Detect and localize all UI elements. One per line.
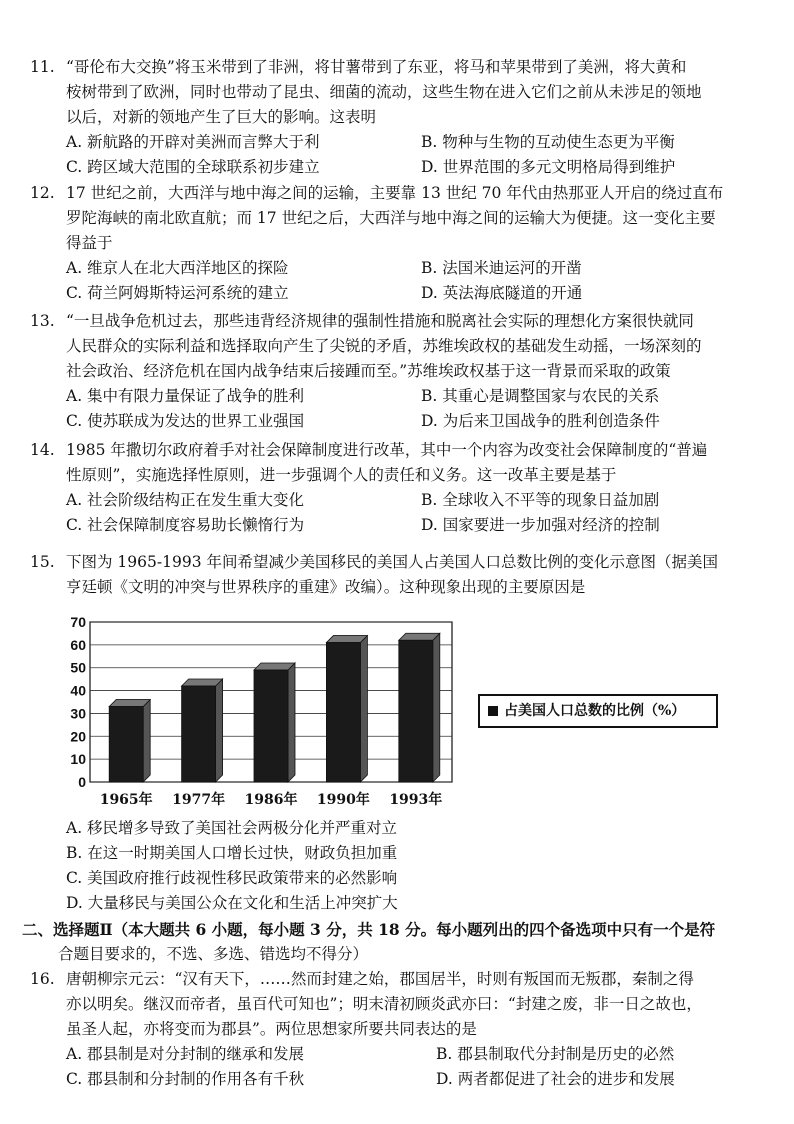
y-tick-label: 50 — [70, 659, 86, 676]
option-c[interactable]: C. 跨区域大范围的全球联系初步建立 — [66, 158, 320, 176]
bar-side — [433, 633, 440, 782]
section-2-header — [22, 917, 782, 967]
question-number: 12. — [30, 184, 55, 202]
legend-label: 占美国人口总数的比例（%） — [504, 703, 686, 719]
option-c[interactable]: C. 社会保障制度容易助长懒惰行为 — [66, 516, 305, 534]
question-text-line: 社会政治、经济危机在国内战争结束后接踵而至。”苏维埃政权基于这一背景而采取的政策 — [66, 362, 671, 380]
question-text-line: 桉树带到了欧洲，同时也带动了昆虫、细菌的流动，这些生物在进入它们之前从未涉足的领地 — [66, 83, 702, 101]
option-d[interactable]: D. 国家要进一步加强对经济的控制 — [421, 516, 660, 534]
x-tick-label: 1965年 — [99, 792, 153, 808]
bar — [399, 640, 433, 782]
section-heading-line: 合题目要求的，不选、多选、错选均不得分） — [58, 945, 369, 963]
question-text-line: 罗陀海峡的南北欧直航；而 17 世纪之后，大西洋与地中海之间的运输大为便捷。这一变化主要 — [66, 209, 716, 227]
y-tick-label: 20 — [70, 728, 86, 745]
bar-top — [109, 700, 150, 707]
bar — [109, 707, 143, 782]
option-a[interactable]: A. 集中有限力量保证了战争的胜利 — [66, 387, 305, 405]
option-c[interactable]: C. 美国政府推行歧视性移民政策带来的必然影响 — [66, 869, 398, 887]
question-number: 14. — [30, 441, 55, 459]
question-text-line: 得益于 — [66, 234, 113, 252]
y-tick-label: 60 — [70, 636, 86, 653]
bar-side — [360, 636, 367, 782]
y-tick-label: 70 — [70, 614, 86, 630]
x-tick-label: 1977年 — [172, 792, 226, 808]
chart-x-tick-labels — [100, 791, 443, 808]
chart-legend — [478, 694, 718, 728]
bar — [326, 643, 360, 782]
y-tick-label: 30 — [70, 705, 86, 722]
option-b[interactable]: B. 法国米迪运河的开凿 — [421, 259, 582, 277]
option-d[interactable]: D. 世界范围的多元文明格局得到维护 — [421, 158, 676, 176]
question-text-line: “哥伦布大交换”将玉米带到了非洲，将甘薯带到了东亚，将马和苹果带到了美洲，将大黄和 — [66, 58, 687, 76]
option-d[interactable]: D. 为后来卫国战争的胜利创造条件 — [421, 412, 660, 430]
option-a[interactable]: A. 新航路的开辟对美洲而言弊大于利 — [66, 133, 320, 151]
option-c[interactable]: C. 郡县制和分封制的作用各有千秋 — [66, 1070, 305, 1088]
option-a[interactable]: A. 社会阶级结构正在发生重大变化 — [66, 491, 305, 509]
option-c[interactable]: C. 使苏联成为发达的世界工业强国 — [66, 412, 305, 430]
chart-y-tick-labels — [70, 614, 86, 790]
option-d[interactable]: D. 英法海底隧道的开通 — [421, 284, 583, 302]
question-text-line: “一旦战争危机过去，那些违背经济规律的强制性措施和脱离社会实际的理想化方案很快就同 — [66, 312, 694, 330]
bar-top — [399, 633, 440, 640]
option-a[interactable]: A. 维京人在北大西洋地区的探险 — [66, 259, 289, 277]
question-text-line: 以后，对新的领地产生了巨大的影响。这表明 — [66, 108, 377, 126]
y-tick-label: 0 — [78, 774, 86, 790]
option-b[interactable]: B. 在这一时期美国人口增长过快，财政负担加重 — [66, 844, 398, 862]
question-text-line: 亦以明矣。继汉而帝者，虽百代可知也”；明末清初顾炎武亦曰：“封建之废，非一日之故也， — [66, 995, 702, 1013]
question-text-line: 17 世纪之前，大西洋与地中海之间的运输，主要靠 13 世纪 70 年代由热那亚人开启的绕过直布 — [66, 184, 724, 202]
question-text-line: 亨廷顿《文明的冲突与世界秩序的重建》改编）。这种现象出现的主要原因是 — [66, 578, 586, 596]
question-text-line: 虽圣人起，亦将变而为郡县”。两位思想家所要共同表达的是 — [66, 1020, 477, 1038]
question-text-line: 唐朝柳宗元云：“汉有天下，……然而封建之始，郡国居半，时则有叛国而无叛郡，秦制之得 — [66, 970, 694, 988]
option-b[interactable]: B. 全球收入不平等的现象日益加剧 — [421, 491, 660, 509]
bar-side — [216, 679, 223, 782]
question-14 — [30, 438, 782, 538]
question-text-line: 性原则”，实施选择性原则，进一步强调个人的责任和义务。这一改革主要是基于 — [66, 466, 617, 484]
question-text-line: 下图为 1965-1993 年间希望减少美国移民的美国人占美国人口总数比例的变化示意图（据美国 — [66, 553, 718, 571]
bar — [254, 670, 288, 782]
bar-top — [326, 636, 367, 643]
bar — [182, 686, 216, 782]
y-tick-label: 40 — [70, 682, 86, 699]
y-tick-label: 10 — [70, 751, 86, 768]
bar-chart — [60, 610, 460, 810]
bar-side — [288, 663, 295, 782]
question-number: 13. — [30, 312, 55, 330]
section-heading: 二、选择题Ⅱ（本大题共 6 小题，每小题 3 分，共 18 分。每小题列出的四个备选项中只有一个是符 — [22, 920, 716, 939]
option-d[interactable]: D. 大量移民与美国公众在文化和生活上冲突扩大 — [66, 894, 398, 912]
bar-top — [254, 663, 295, 670]
question-13 — [30, 309, 782, 434]
bar-top — [182, 679, 223, 686]
question-number: 11. — [30, 58, 55, 76]
question-16 — [30, 967, 782, 1092]
x-tick-label: 1986年 — [244, 792, 298, 808]
option-b[interactable]: B. 其重心是调整国家与农民的关系 — [421, 387, 660, 405]
chart-bars — [109, 633, 440, 782]
question-12 — [30, 181, 782, 306]
x-tick-label: 1990年 — [316, 792, 370, 808]
question-text-line: 1985 年撒切尔政府着手对社会保障制度进行改革，其中一个内容为改变社会保障制度的“普遍 — [66, 441, 708, 459]
option-d[interactable]: D. 两者都促进了社会的进步和发展 — [436, 1070, 675, 1088]
question-text-line: 人民群众的实际利益和选择取向产生了尖锐的矛盾，苏维埃政权的基础发生动摇，一场深刻的 — [66, 337, 702, 355]
legend-swatch — [488, 706, 498, 716]
bar-side — [143, 700, 150, 782]
question-number: 16. — [30, 970, 55, 988]
question-15-options — [30, 816, 782, 916]
x-tick-label: 1993年 — [389, 792, 443, 808]
option-b[interactable]: B. 郡县制取代分封制是历史的必然 — [436, 1045, 675, 1063]
option-a[interactable]: A. 移民增多导致了美国社会两极分化并严重对立 — [66, 819, 398, 837]
option-a[interactable]: A. 郡县制是对分封制的继承和发展 — [66, 1045, 305, 1063]
option-c[interactable]: C. 荷兰阿姆斯特运河系统的建立 — [66, 284, 289, 302]
option-b[interactable]: B. 物种与生物的互动使生态更为平衡 — [421, 133, 675, 151]
question-11 — [30, 55, 782, 180]
question-number: 15. — [30, 553, 55, 571]
question-15 — [30, 550, 782, 600]
